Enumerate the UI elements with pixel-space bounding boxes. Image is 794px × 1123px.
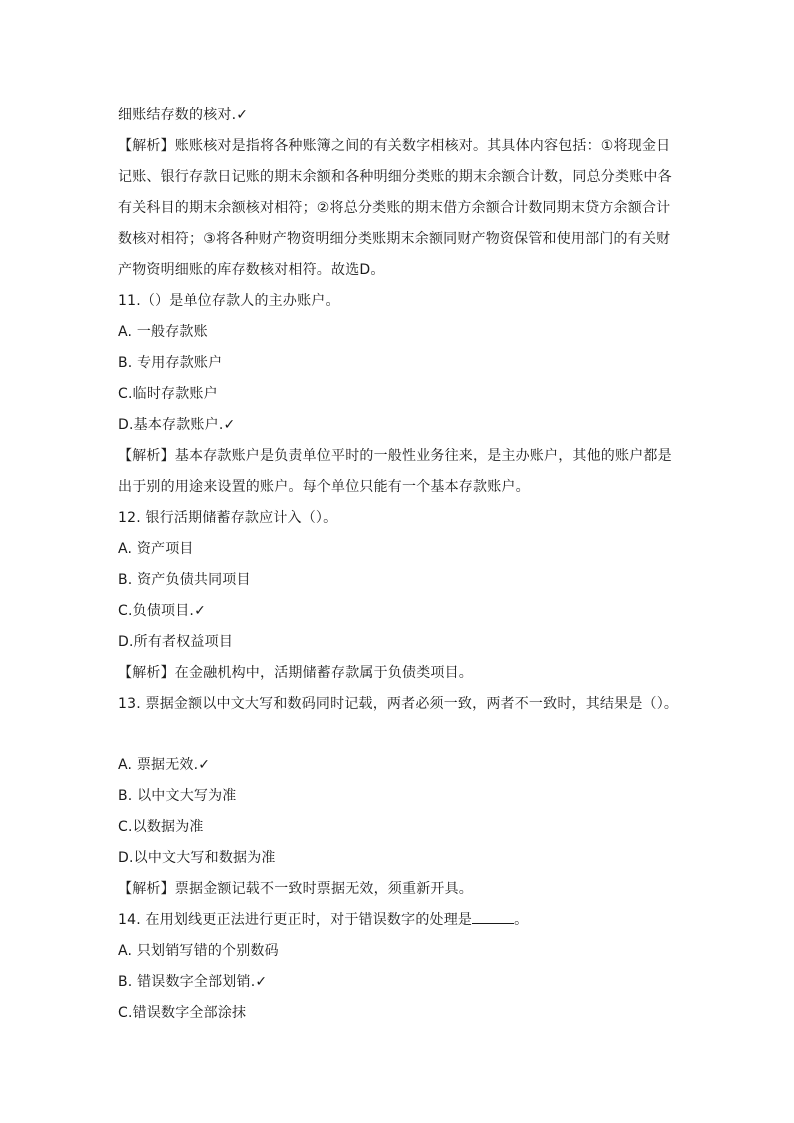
analysis-line: 出于别的用途来设置的账户。每个单位只能有一个基本存款账户。 xyxy=(118,479,530,495)
option-b: B. 资产负债共同项目 xyxy=(118,572,251,588)
text-line: 细账结存数的核对.✓ xyxy=(118,107,249,123)
text-line: 产物资明细账的库存数核对相符。故选D。 xyxy=(118,262,385,278)
question-14-text: 14. 在用划线更正法进行更正时，对于错误数字的处理是 xyxy=(118,912,473,928)
option-d: D.以中文大写和数据为准 xyxy=(118,850,276,866)
option-b: B. 专用存款账户 xyxy=(118,355,223,371)
option-a: A. 资产项目 xyxy=(118,541,194,557)
option-a: A. 一般存款账 xyxy=(118,324,208,340)
analysis-line: 【解析】票据金额记载不一致时票据无效，须重新开具。 xyxy=(118,881,473,897)
text-line: 有关科目的期末余额核对相符；②将总分类账的期末借方余额合计数同期末贷方余额合计 xyxy=(118,200,671,216)
text-line: 记账、银行存款日记账的期末余额和各种明细分类账的期末余额合计数，同总分类账中各 xyxy=(118,169,672,185)
option-c: C.负债项目.✓ xyxy=(118,603,207,619)
analysis-paragraph xyxy=(118,131,678,286)
question-11: 11.（）是单位存款人的主办账户。 xyxy=(118,293,340,309)
question-14 xyxy=(118,905,678,936)
text-line: 【解析】账账核对是指将各种账簿之间的有关数字相核对。其具体内容包括：①将现金日 xyxy=(118,138,671,154)
option-c: C.以数据为准 xyxy=(118,819,204,835)
option-c: C.错误数字全部涂抹 xyxy=(118,1005,247,1021)
question-13: 13. 票据金额以中文大写和数码同时记载，两者必须一致，两者不一致时，其结果是（）。 xyxy=(118,696,679,712)
option-b: B. 错误数字全部划销.✓ xyxy=(118,974,268,990)
option-a: A. 票据无效.✓ xyxy=(118,757,211,773)
option-d: D.所有者权益项目 xyxy=(118,634,234,650)
spacer xyxy=(118,720,678,750)
option-b: B. 以中文大写为准 xyxy=(118,788,237,804)
analysis-line: 【解析】基本存款账户是负责单位平时的一般性业务往来，是主办账户，其他的账户都是 xyxy=(118,448,672,464)
option-d: D.基本存款账户.✓ xyxy=(118,417,236,433)
option-a: A. 只划销写错的个别数码 xyxy=(118,943,279,959)
question-12: 12. 银行活期储蓄存款应计入（）。 xyxy=(118,510,338,526)
question-14-end: 。 xyxy=(514,912,529,928)
option-c: C.临时存款账户 xyxy=(118,386,218,402)
text-line: 数核对相符；③将各种财产物资明细分类账期末余额同财产物资保管和使用部门的有关财 xyxy=(118,231,671,247)
analysis-line: 【解析】在金融机构中，活期储蓄存款属于负债类项目。 xyxy=(118,665,473,681)
document-page xyxy=(118,100,678,1029)
fill-blank xyxy=(472,909,514,924)
